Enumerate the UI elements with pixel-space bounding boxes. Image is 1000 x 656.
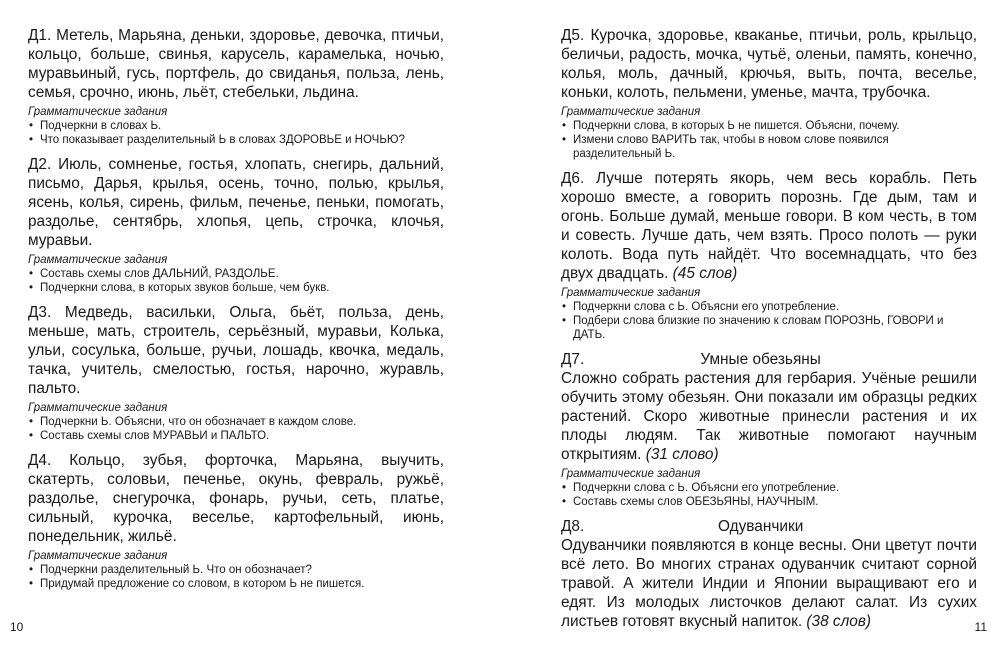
exercise-text: Д3. Медведь, васильки, Ольга, бьёт, польза, день, меньше, мать, строитель, серьёзный, муравьи, Колька, ульи, сосулька, больше, ручьи, лошадь, квочка, медаль, тачка, учитель, смелостью, гостья, нарочно, журавль, пальто.: [28, 304, 444, 397]
grammar-tasks-label: Грамматические задания: [561, 106, 701, 118]
exercise-d3: [28, 303, 444, 443]
exercise-number: Д7.: [561, 351, 585, 368]
exercise-text: Д4. Кольцо, зубья, форточка, Марьяна, выучить, скатерть, соловьи, печенье, окунь, февраль, ружьё, раздолье, снегурочка, фонарь, ручьи, сеть, платье, сильный, курочка, веселье, картофельный, июнь, понедельник, жильё.: [28, 452, 444, 545]
grammar-tasks-label: Грамматические задания: [28, 106, 168, 118]
task-list: [561, 119, 977, 161]
grammar-tasks-label: Грамматические задания: [28, 402, 168, 414]
task-item: • Подчеркни слова с Ь. Объясни его употребление.: [561, 481, 977, 495]
page-number-right: 11: [974, 620, 987, 634]
task-list: [28, 119, 444, 147]
exercise-title: Одуванчики: [717, 518, 804, 535]
exercise-title: Умные обезьяны: [700, 351, 821, 368]
exercise-body: Д6. Лучше потерять якорь, чем весь корабль. Петь хорошо вместе, а говорить порознь. Где дым, там и огонь. Больше думай, меньше говори. В ком честь, в том и совесть. Лучше дать, чем взять. Просо полоть — руки колоть. Вода путь найдёт. Что восемнадцать, что без двух двадцать.: [561, 170, 977, 282]
exercise-d6: [561, 169, 977, 342]
exercise-heading: [561, 350, 977, 369]
task-item: • Подчеркни разделительный Ь. Что он обозначает?: [28, 563, 444, 577]
grammar-tasks-label: Грамматические задания: [561, 287, 701, 299]
exercise-d1: [28, 26, 444, 147]
task-list: [28, 415, 444, 443]
exercise-text: [561, 369, 977, 464]
task-item: • Подчеркни слова, в которых звуков больше, чем букв.: [28, 281, 444, 295]
grammar-tasks-label: Грамматические задания: [561, 468, 701, 480]
left-page: [28, 26, 444, 599]
exercise-text: [561, 169, 977, 283]
task-list: [28, 563, 444, 591]
grammar-tasks-label: Грамматические задания: [28, 254, 168, 266]
page-number-left: 10: [10, 620, 24, 634]
exercise-body: Одуванчики появляются в конце весны. Они цветут почти всё лето. Во многих странах одуванчик считают сорной травой. А жители Индии и Японии выращивают его и едят. Из молодых листочков делают салат. Из сухих листьев готовят вкусный напиток.: [561, 537, 977, 630]
exercise-text: Д2. Июль, сомненье, гостья, хлопать, снегирь, дальний, письмо, Дарья, крылья, осень, точно, полью, крылья, ясень, колья, сирень, фильм, печенье, пеньки, помогать, раздолье, сентябрь, хлопья, цепь, строчка, клочья, муравьи.: [28, 156, 444, 249]
task-list: [561, 300, 977, 342]
task-item: • Измени слово ВАРИТЬ так, чтобы в новом слове появился разделительный Ь.: [561, 133, 977, 161]
right-page: [561, 26, 977, 639]
task-item: • Подчеркни слова с Ь. Объясни его употребление.: [561, 300, 977, 314]
exercise-text: Д5. Курочка, здоровье, кваканье, птичьи, роль, крыльцо, беличьи, радость, мочка, чутьё, оленьи, память, конечно, колья, моль, дачный, крючья, выть, почта, веселье, коньки, колоть, пельмени, уменье, мачта, трубочка.: [561, 27, 977, 101]
exercise-text: [561, 536, 977, 631]
task-item: • Составь схемы слов ОБЕЗЬЯНЫ, НАУЧНЫМ.: [561, 495, 977, 509]
task-item: • Придумай предложение со словом, в котором Ь не пишется.: [28, 577, 444, 591]
task-list: [28, 267, 444, 295]
exercise-d5: [561, 26, 977, 161]
exercise-d4: [28, 451, 444, 591]
task-item: • Что показывает разделительный Ь в словах ЗДОРОВЬЕ и НОЧЬЮ?: [28, 133, 444, 147]
word-count: (38 слов): [806, 613, 872, 630]
exercise-d8: [561, 517, 977, 631]
task-item: • Подчеркни слова, в которых Ь не пишется. Объясни, почему.: [561, 119, 977, 133]
task-item: • Подчеркни Ь. Объясни, что он обозначает в каждом слове.: [28, 415, 444, 429]
exercise-d7: [561, 350, 977, 509]
task-item: • Составь схемы слов МУРАВЬИ и ПАЛЬТО.: [28, 429, 444, 443]
word-count: (31 слово): [645, 446, 719, 463]
task-item: • Подбери слова близкие по значению к словам ПОРОЗНЬ, ГОВОРИ и ДАТЬ.: [561, 314, 977, 342]
grammar-tasks-label: Грамматические задания: [28, 550, 168, 562]
exercise-text: Д1. Метель, Марьяна, деньки, здоровье, девочка, птичьи, кольцо, больше, свинья, карусель, карамелька, ночью, муравьиный, гусь, портфель, до свиданья, польза, лень, семья, срочно, июнь, льёт, стебельки, льдина.: [28, 27, 444, 101]
task-item: • Подчеркни в словах Ь.: [28, 119, 444, 133]
task-list: [561, 481, 977, 509]
exercise-number: Д8.: [561, 518, 585, 535]
word-count: (45 слов): [672, 265, 738, 282]
exercise-d2: [28, 155, 444, 295]
exercise-heading: [561, 517, 977, 536]
exercise-body: Сложно собрать растения для гербария. Учёные решили обучить этому обезьян. Они показали им образцы редких растений. Скоро животные принесли растения и их плоды людям. Так животные помогают научным открытиям.: [561, 370, 977, 463]
task-item: • Составь схемы слов ДАЛЬНИЙ, РАЗДОЛЬЕ.: [28, 267, 444, 281]
